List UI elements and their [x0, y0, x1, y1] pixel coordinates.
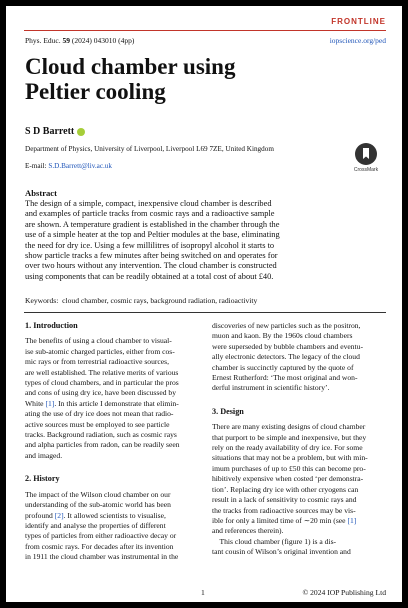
abstract-line: are shown. A temperature gradient is established in the chamber through the	[25, 219, 280, 229]
body-line: and cons of using dry ice, have been discussed by	[25, 388, 176, 398]
body-line: and imaged.	[25, 450, 63, 460]
body-line: muon and kaon. By the 1960s cloud chambers	[212, 331, 353, 341]
body-line: types of cloud chambers, and in particular the pros	[25, 378, 179, 388]
keywords-text: cloud chamber, cosmic rays, background radiation, radioactivity	[62, 296, 258, 305]
body-line: situations that may not be a problem, but with min-	[212, 453, 368, 463]
crossmark-badge[interactable]	[349, 143, 383, 173]
body-line: chamber is succinctly captured by the quote of	[212, 362, 354, 372]
body-line: The benefits of using a cloud chamber to visual-	[25, 336, 172, 346]
body-text: . It allowed scientists to visualise,	[63, 510, 166, 520]
abstract-heading: Abstract	[25, 188, 57, 198]
body-line: This cloud chamber (figure 1) is a dis-	[212, 536, 337, 546]
body-line: are well established. The relative merits of various	[25, 367, 179, 377]
body-line: and alpha particles from radon, can be readily seen	[25, 440, 180, 450]
body-line: in 1911 the cloud chamber was instrumental in the	[25, 552, 179, 562]
crossmark-icon	[355, 143, 377, 165]
page-number: 1	[201, 588, 205, 597]
body-line: ise sub-atomic charged particles, either from cos-	[25, 346, 175, 356]
abstract-line: and examples of particle tracks from cosmic rays and a radioactive sample	[25, 209, 275, 219]
body-line: that purport to be simple and inexpensive, but they	[212, 432, 367, 442]
body-line: discoveries of new particles such as the positron,	[212, 321, 361, 330]
body-line: mic rays or from terrestrial radioactive sources,	[25, 357, 170, 367]
keywords	[25, 296, 257, 305]
body-text: White	[25, 398, 46, 408]
body-text: ible for only a limited time of ∼20 min (see	[212, 515, 348, 525]
body-line: tracks. Background radiation, such as cosmic rays	[25, 430, 177, 440]
body-line: types of particles from either radioactive decay or	[25, 531, 177, 541]
body-text: profound	[25, 510, 55, 520]
body-line: tion’. Replacing dry ice with other cryogens can	[212, 484, 359, 494]
body-line: ating the use of dry ice does not mean that radio-	[25, 409, 174, 419]
title-line-1: Cloud chamber using	[25, 54, 236, 79]
paper-title	[25, 54, 235, 104]
body-line: the tracks from radioactive sources may be vis-	[212, 505, 356, 515]
orcid-icon[interactable]	[77, 128, 85, 136]
section-heading-design: 3. Design	[212, 406, 244, 416]
abstract-line: the need for dry ice. Using a few millilitres of isopropyl alcohol it starts to	[25, 240, 275, 250]
title-line-2: Peltier cooling	[25, 79, 166, 104]
body-line: result in a lack of sensitivity to cosmic rays and	[212, 495, 357, 505]
author-text: S D Barrett	[25, 126, 75, 137]
body-line: The impact of the Wilson cloud chamber on our	[25, 489, 171, 499]
body-line: from cosmic rays. For decades after its invention	[25, 541, 174, 551]
body-line: understanding of the sub-atomic world has been	[25, 500, 171, 510]
email-line	[25, 162, 112, 170]
body-line: hibitively expensive when costed ‘per demonstra-	[212, 474, 364, 484]
body-line: ally electronic detectors. The legacy of the cloud	[212, 352, 360, 362]
body-line: were superseded by bubble chambers and eventu-	[212, 341, 363, 351]
right-column	[212, 321, 386, 558]
journal-name: Phys. Educ.	[25, 36, 61, 45]
abstract-line: using components that can be readily obtained at a total cost of about £40.	[25, 271, 274, 281]
body-line: derful instrument in scientific history’.	[212, 383, 330, 393]
reference-link[interactable]: [1]	[45, 398, 55, 408]
reference-link[interactable]: [1]	[347, 515, 357, 525]
body-line	[25, 399, 201, 409]
section-label: FRONTLINE	[331, 17, 386, 26]
journal-url-link[interactable]: iopscience.org/ped	[329, 36, 386, 45]
abstract-line: The design of a simple, compact, inexpensive cloud chamber is described	[25, 199, 272, 208]
body-line: active sources must be employed to see particle	[25, 419, 170, 429]
email-label: E-mail:	[25, 162, 47, 170]
affiliation: Department of Physics, University of Liverpool, Liverpool L69 7ZE, United Kingdom	[25, 145, 274, 153]
abstract-body	[25, 199, 387, 282]
keywords-label: Keywords:	[25, 296, 59, 305]
copyright: © 2024 IOP Publishing Ltd	[302, 588, 386, 597]
email-link[interactable]: S.D.Barrett@liv.ac.uk	[48, 162, 112, 170]
body-line: imum purchases of up to £50 this can become pro-	[212, 463, 366, 473]
body-line: Ernest Rutherford: ‘The most original and won-	[212, 373, 358, 383]
author-name	[25, 126, 85, 137]
section-heading-introduction: 1. Introduction	[25, 321, 78, 330]
body-text: . In this article I demonstrate that elimin-	[54, 398, 179, 408]
abstract-line: use of a simple heater at the top and Peltier modules at the base, eliminating	[25, 230, 280, 240]
abstract-line: over two hours without any intervention. The cloud chamber is constructed	[25, 261, 277, 271]
journal-issue: (2024) 043010 (4pp)	[71, 36, 135, 45]
header-rule	[24, 30, 386, 31]
body-line: identify and analyse the properties of different	[25, 520, 166, 530]
body-line	[212, 516, 386, 526]
paper-page	[6, 6, 402, 602]
body-line: There are many existing designs of cloud chamber	[212, 422, 366, 432]
left-column	[25, 321, 201, 563]
body-line: rely on the ready availability of dry ice. For some	[212, 443, 363, 453]
body-line: tant cousin of Wilson’s original invention and	[212, 547, 351, 557]
crossmark-label: CrossMark	[353, 167, 379, 173]
body-line: and references therein).	[212, 526, 284, 536]
journal-volume: 59	[62, 36, 70, 45]
journal-citation	[25, 36, 134, 45]
divider	[24, 312, 386, 313]
abstract-line: show particle tracks a few minutes after being switched on and operates for	[25, 251, 278, 261]
section-heading-history: 2. History	[25, 474, 60, 484]
body-line	[25, 511, 201, 521]
reference-link[interactable]: [2]	[54, 510, 64, 520]
